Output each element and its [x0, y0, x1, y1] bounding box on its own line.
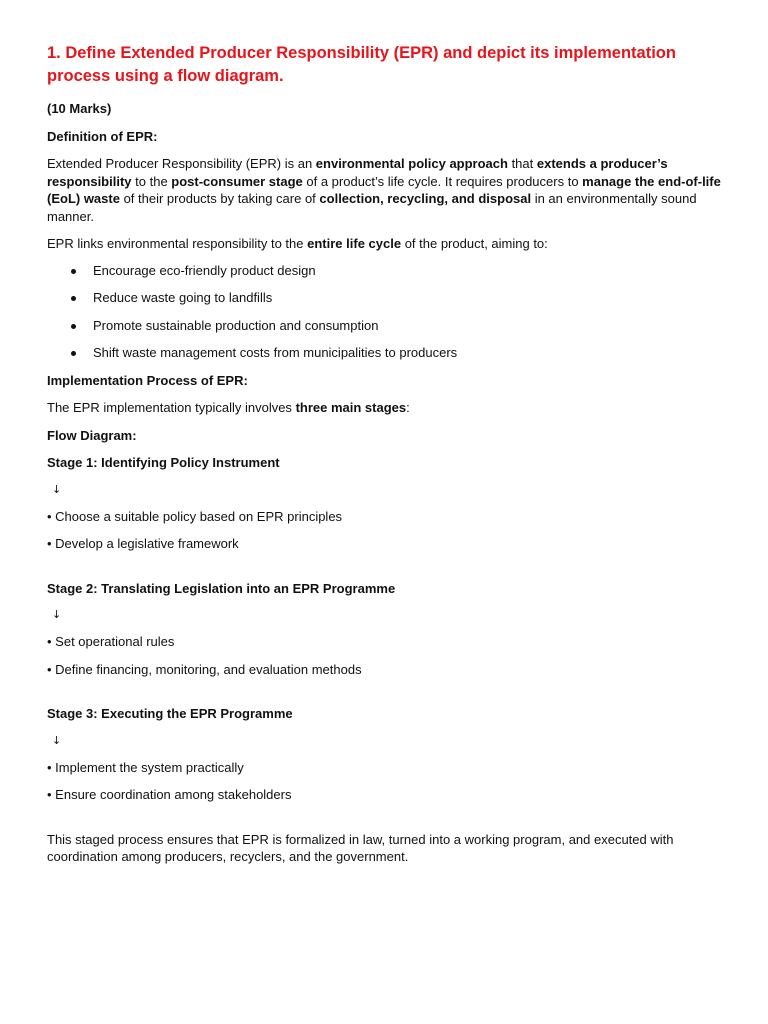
stage-2-title: Stage 2: Translating Legislation into an EPR Programme — [47, 580, 396, 596]
aims-list — [47, 262, 727, 362]
stage-3-point: • Implement the system practically — [47, 759, 244, 775]
stage-3-point: • Ensure coordination among stakeholders — [47, 787, 292, 802]
flow-diagram-heading: Flow Diagram: — [47, 427, 137, 443]
lifecycle-paragraph: EPR links environmental responsibility to the entire life cycle of the product, aiming to: — [47, 236, 548, 251]
bullet-icon — [71, 296, 76, 301]
implementation-intro: The EPR implementation typically involves three main stages: — [47, 400, 410, 415]
list-item: Encourage eco-friendly product design — [47, 262, 727, 280]
stage-1-title: Stage 1: Identifying Policy Instrument — [47, 455, 280, 470]
bullet-icon — [71, 269, 76, 274]
stage-3-title: Stage 3: Executing the EPR Programme — [47, 706, 293, 721]
document-content — [47, 42, 727, 866]
down-arrow-icon: ↓ — [52, 482, 62, 496]
stage-2-point: • Set operational rules — [47, 634, 175, 649]
stage-2-point: • Define financing, monitoring, and evaluation methods — [47, 661, 362, 677]
bullet-icon — [71, 324, 76, 329]
list-item: Reduce waste going to landfills — [47, 289, 727, 307]
down-arrow-icon: ↓ — [52, 733, 62, 747]
stage-1-point: • Develop a legislative framework — [47, 536, 239, 551]
definition-paragraph: Extended Producer Responsibility (EPR) is an environmental policy approach that extends a producer’s responsibility to the post-consumer stage of a product’s life cycle. It requires producers to manage the end-of-life (EoL) waste of their products by taking care of collection, recycling, and disposal in an environmentally sound manner. — [47, 156, 721, 224]
definition-heading: Definition of EPR: — [47, 128, 158, 144]
implementation-heading: Implementation Process of EPR: — [47, 372, 248, 388]
marks-label: (10 Marks) — [47, 101, 112, 116]
bullet-icon — [71, 351, 76, 356]
conclusion-paragraph: This staged process ensures that EPR is formalized in law, turned into a working program, and executed with coordination among producers, recyclers, and the government. — [47, 831, 674, 864]
list-item: Promote sustainable production and consumption — [47, 317, 727, 335]
list-item: Shift waste management costs from municipalities to producers — [47, 344, 727, 362]
down-arrow-icon: ↓ — [52, 608, 62, 621]
stage-1-point: • Choose a suitable policy based on EPR principles — [47, 508, 343, 524]
question-title: 1. Define Extended Producer Responsibility (EPR) and depict its implementation process using a flow diagram. — [47, 44, 676, 85]
